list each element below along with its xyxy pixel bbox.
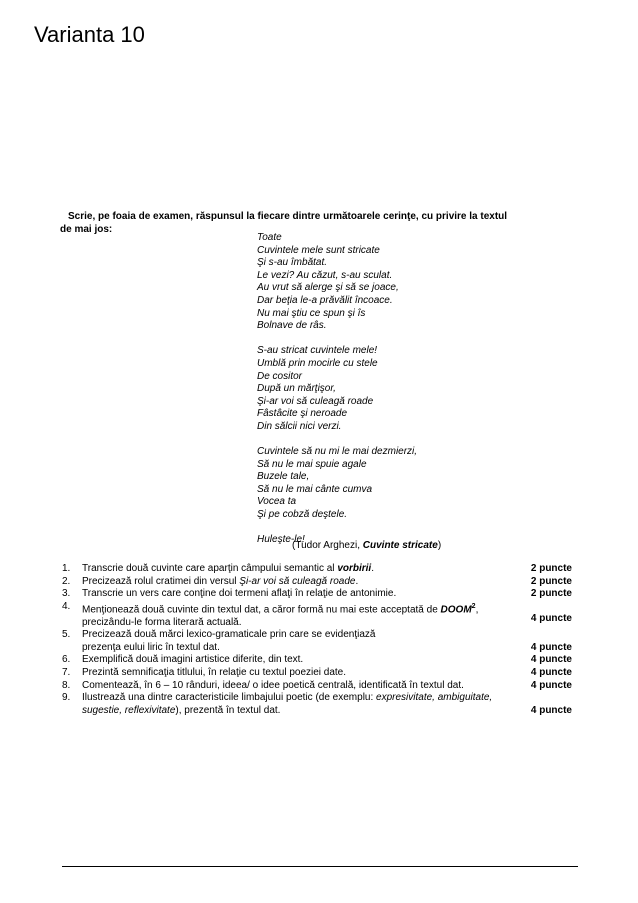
question-number: 8.	[62, 679, 71, 691]
question-points: 4 puncte	[530, 679, 572, 691]
question-text-part: ), prezentă în textul dat.	[175, 704, 281, 716]
poem-line: Din sălcii nici verzi.	[257, 420, 342, 432]
poem-line: Toate	[257, 232, 282, 243]
poem-line: Să nu le mai cânte cumva	[257, 483, 373, 495]
poem-line: Şi pe cobză deştele.	[257, 509, 348, 521]
page-title: Varianta 10	[34, 22, 145, 47]
question-text: Transcrie un vers care conţine doi termeni aflaţi în relaţie de antonimie.	[82, 588, 397, 600]
poem-line: Bolnave de râs.	[257, 320, 327, 332]
question-text-part: .	[371, 563, 374, 574]
question-text-line	[82, 705, 572, 718]
poem-line: Vocea ta	[257, 496, 297, 508]
poem-line: Nu mai ştiu ce spun şi îs	[257, 307, 366, 319]
doom-superscript: 2	[471, 602, 476, 610]
poem-line: Umblă prin mocirle cu stele	[257, 357, 378, 369]
instructions-line-1: Scrie, pe foaia de examen, răspunsul la fiecare dintre următoarele cerinţe, cu privire la textul	[68, 211, 508, 222]
question-points: 2 puncte	[530, 575, 572, 587]
question-number: 4.	[62, 600, 71, 612]
question-points: 4 puncte	[530, 613, 572, 625]
poem-stanza-3	[257, 446, 417, 522]
attribution	[292, 540, 441, 551]
question-item	[62, 692, 572, 717]
question-points: 4 puncte	[530, 667, 572, 679]
poem-line: Cuvintele să nu mi le mai dezmierzi,	[257, 446, 418, 458]
question-text: Exemplifică două imagini artistice diferite, din text.	[82, 654, 304, 666]
poem-line: Au vrut să alerge şi să se joace,	[257, 282, 399, 294]
question-examples: sugestie, reflexivitate	[82, 704, 176, 716]
question-number: 5.	[62, 629, 71, 641]
question-list	[62, 563, 572, 717]
poem-line: Fâstâcite şi neroade	[257, 408, 348, 420]
question-item	[62, 563, 572, 576]
question-number: 9.	[62, 692, 71, 704]
poem-line: Dar beţia le-a prăvălit încoace.	[257, 294, 393, 306]
question-examples: expresivitate, ambiguitate,	[376, 692, 493, 704]
question-text	[82, 629, 572, 654]
poem-line: Şi-ar voi să culeagă roade	[257, 395, 374, 407]
question-item	[62, 601, 572, 630]
question-number: 3.	[62, 588, 71, 600]
question-text	[82, 692, 572, 717]
poem-line: După un mărţişor,	[257, 383, 336, 395]
question-number: 2.	[62, 575, 71, 587]
poem-line: Buzele tale,	[257, 471, 310, 483]
question-text	[82, 576, 572, 589]
question-text	[82, 563, 572, 576]
question-item	[62, 588, 572, 601]
question-text: Prezintă semnificaţia titlului, în relaţie cu textul poeziei date.	[82, 667, 347, 679]
question-number: 6.	[62, 654, 71, 666]
question-keyword: vorbirii	[337, 563, 372, 574]
attribution-work-title: Cuvinte stricate	[362, 540, 438, 551]
question-item	[62, 629, 572, 654]
question-number: 1.	[62, 563, 71, 574]
poem-line: Să nu le mai spuie agale	[257, 458, 367, 470]
poem-line: Cuvintele mele sunt stricate	[257, 244, 380, 256]
question-text-line: Precizează două mărci lexico-gramaticale prin care se evidenţiază	[82, 629, 376, 641]
poem-stanza-1	[257, 232, 417, 333]
poem-line: Le vezi? Au căzut, s-au sculat.	[257, 269, 393, 281]
question-points: 4 puncte	[530, 641, 572, 653]
question-points: 4 puncte	[530, 654, 572, 666]
question-text: Comentează, în 6 – 10 rânduri, ideea/ o idee poetică centrală, identificată în textul dat.	[82, 679, 464, 691]
question-item	[62, 576, 572, 589]
question-text-line	[82, 692, 572, 705]
instructions-line-2: de mai jos:	[60, 224, 113, 235]
question-item	[62, 680, 572, 693]
question-points: 4 puncte	[530, 704, 572, 716]
poem	[257, 232, 417, 559]
question-item	[62, 654, 572, 667]
question-item	[62, 667, 572, 680]
question-text-line	[82, 601, 572, 617]
question-text-part: Transcrie două cuvinte care aparţin câmpului semantic al	[82, 563, 338, 574]
poem-line: S-au stricat cuvintele mele!	[257, 345, 378, 357]
poem-line: Şi s-au îmbătat.	[257, 257, 328, 269]
question-quote: Şi-ar voi să culeagă roade	[239, 575, 356, 587]
question-points: 2 puncte	[530, 563, 572, 574]
poem-stanza-2	[257, 345, 417, 433]
doom-keyword: DOOM	[440, 604, 472, 616]
question-text-part: .	[355, 575, 359, 587]
question-number: 7.	[62, 667, 71, 679]
question-text	[82, 601, 572, 630]
question-text-line: precizându-le forma literară actuală.	[82, 616, 242, 628]
question-text-part: ,	[475, 604, 479, 616]
poem-line: De cositor	[257, 370, 303, 382]
question-text-part: Ilustrează una dintre caracteristicile limbajului poetic (de exemplu:	[82, 692, 377, 704]
footer-divider	[62, 866, 578, 867]
question-text-part: Precizează rolul cratimei din versul	[82, 575, 240, 587]
question-text-line: prezenţa eului liric în textul dat.	[82, 641, 220, 653]
attribution-close: )	[437, 540, 442, 551]
question-points: 2 puncte	[530, 588, 572, 600]
question-text-part: Menţionează două cuvinte din textul dat, a căror formă nu mai este acceptată de	[82, 604, 441, 616]
attribution-author: (Tudor Arghezi,	[292, 540, 363, 551]
poem-line: Huleşte-le!	[257, 534, 305, 546]
